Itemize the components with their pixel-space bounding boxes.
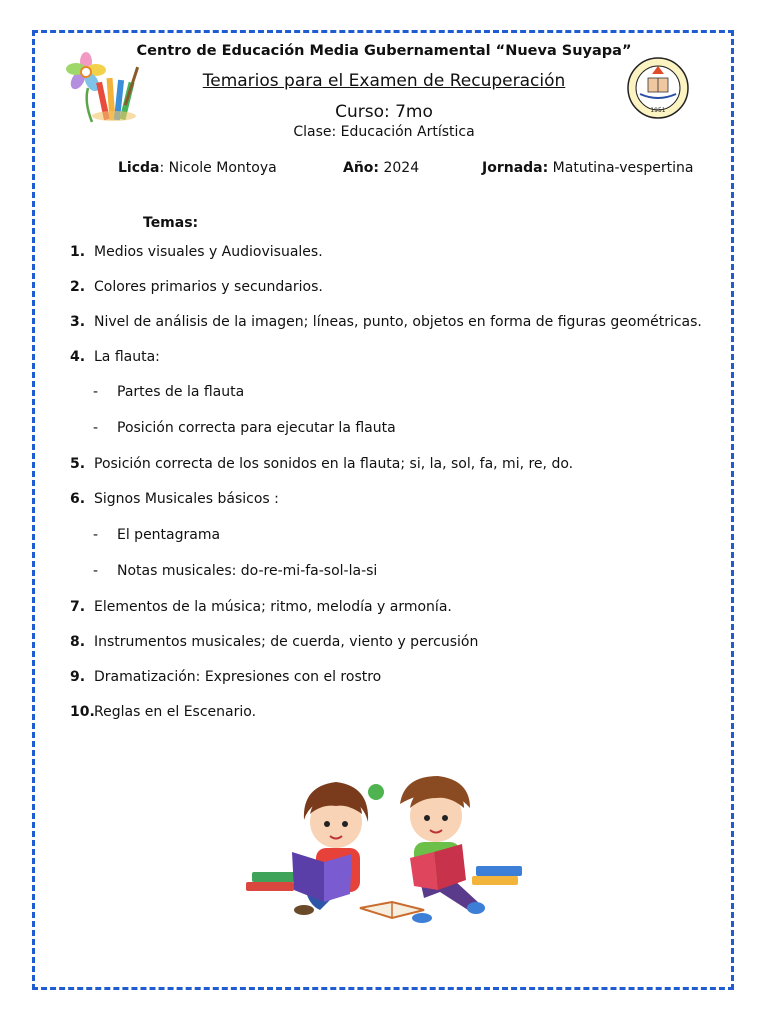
seal-year: 1951 — [650, 107, 666, 114]
list-item: 3. Nivel de análisis de la imagen; líneas, punto, objetos en forma de figuras geométricas. — [70, 314, 702, 330]
clase-label: Clase: Educación Artística — [293, 124, 475, 140]
kids-reading-illustration — [244, 768, 528, 938]
sub-list-item: - El pentagrama — [93, 527, 221, 543]
school-name: Centro de Educación Media Gubernamental “Nueva Suyapa” — [136, 43, 632, 59]
anio-field — [343, 160, 419, 176]
list-item: 2. Colores primarios y secundarios. — [70, 279, 323, 295]
sub-list-item: - Partes de la flauta — [93, 384, 245, 400]
list-item: 4. La flauta: — [70, 349, 160, 365]
list-item: 5. Posición correcta de los sonidos en la flauta; si, la, sol, fa, mi, re, do. — [70, 456, 574, 472]
jornada-label: Jornada: — [482, 160, 549, 176]
list-item: 6. Signos Musicales básicos : — [70, 491, 279, 507]
jornada-field — [482, 160, 693, 176]
sub-list-item: - Notas musicales: do-re-mi-fa-sol-la-si — [93, 563, 378, 579]
list-item: 8. Instrumentos musicales; de cuerda, viento y percusión — [70, 634, 479, 650]
school-seal — [626, 56, 690, 120]
curso-label: Curso: 7mo — [335, 102, 433, 122]
licda-label: Licda — [118, 160, 160, 176]
list-item: 1. Medios visuales y Audiovisuales. — [70, 244, 323, 260]
jornada-value: Matutina-vespertina — [548, 160, 694, 176]
licda-field — [118, 160, 277, 176]
list-item: 10.Reglas en el Escenario. — [70, 704, 257, 720]
sub-list-item: - Posición correcta para ejecutar la flauta — [93, 420, 396, 436]
page-title: Temarios para el Examen de Recuperación — [202, 71, 566, 91]
temas-heading: Temas: — [143, 215, 199, 231]
licda-value: : Nicole Montoya — [159, 160, 277, 176]
anio-value: 2024 — [379, 160, 420, 176]
list-item: 7. Elementos de la música; ritmo, melodía y armonía. — [70, 599, 452, 615]
list-item: 9. Dramatización: Expresiones con el rostro — [70, 669, 382, 685]
anio-label: Año: — [343, 160, 380, 176]
